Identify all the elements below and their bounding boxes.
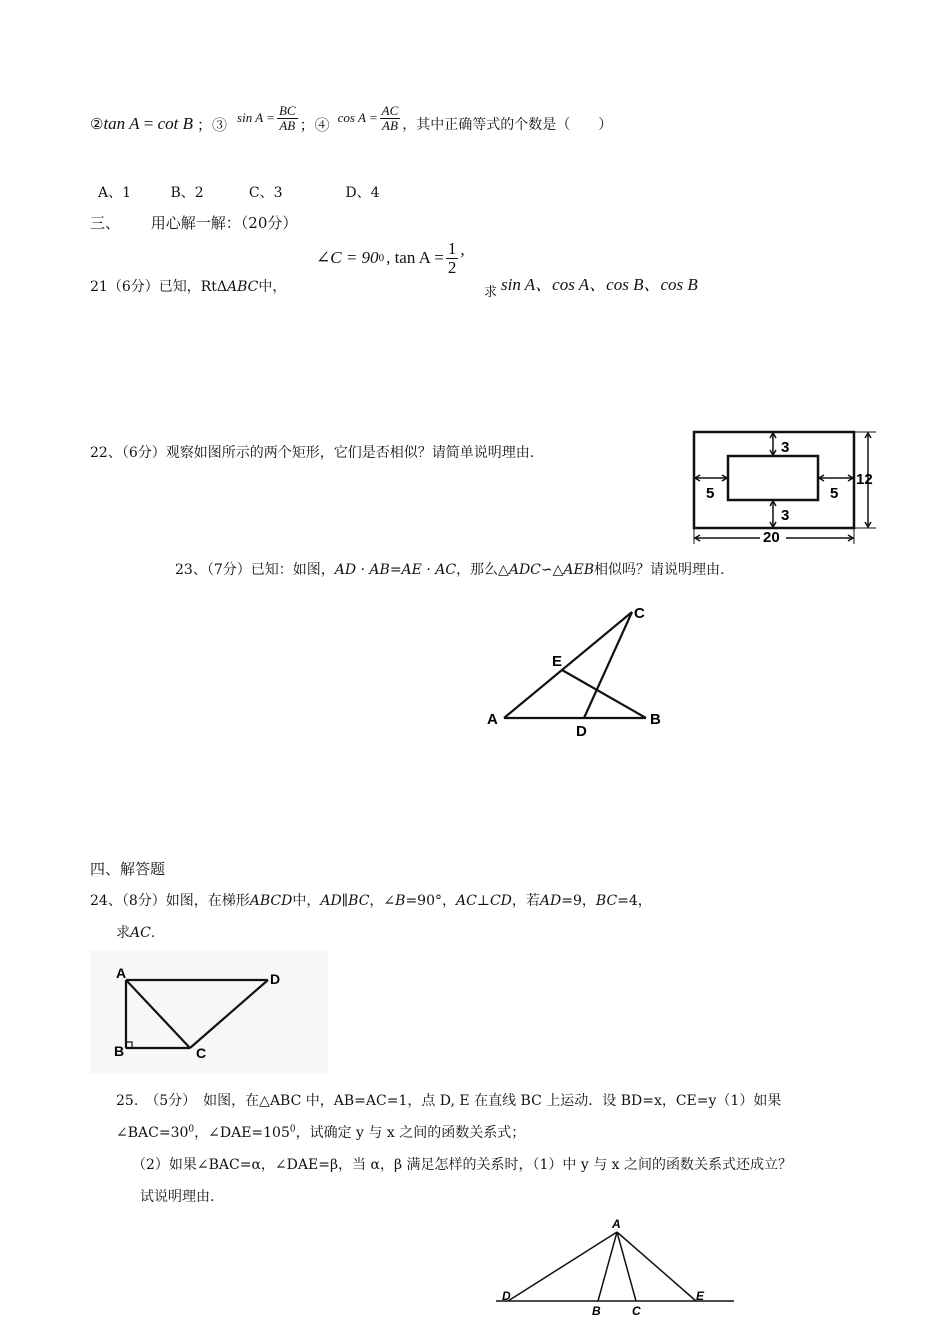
q24-period: . (150, 925, 156, 941)
q23-label-e: E (552, 653, 563, 670)
q23-triangle-1: ADC (508, 562, 541, 578)
q24-trapezoid-figure (90, 950, 328, 1074)
q25-line2 (116, 1122, 525, 1142)
q24-angle-symbol: ，∠ (369, 893, 396, 909)
q20-item3 (237, 104, 300, 132)
q25-task-1: ，试确定 y 与 x 之间的函数关系式； (295, 1125, 526, 1141)
q20-option-a: A、1 (98, 185, 132, 201)
q23-then: ，那么△ (456, 562, 509, 578)
q23-intro: 23、（7分）已知：如图， (175, 562, 335, 578)
section3-heading (90, 212, 297, 233)
q22-label-top: 3 (781, 439, 790, 456)
q20-options (98, 182, 380, 202)
q25-line3: （2）如果∠BAC=α，∠DAE=β，当 α，β 满足怎样的关系时，（1）中 y 与 x 之间的函数关系式还成立？ (132, 1157, 793, 1173)
q22-text: 22、（6分）观察如图所示的两个矩形，它们是否相似？请简单说明理由. (90, 445, 535, 461)
q23-segment-ac (504, 612, 632, 718)
q21-triangle-name: ABC (227, 279, 259, 295)
q25-triangle-figure (486, 1212, 742, 1340)
q24-angle-value: =90°， (405, 893, 456, 909)
q23-label-d: D (576, 723, 587, 740)
q20-sep2: ；④ (299, 117, 330, 134)
q20-item4-fraction (380, 104, 401, 132)
q20-tail: ，其中正确等式的个数是（ ） (402, 118, 613, 133)
q22-label-width: 20 (763, 529, 780, 546)
q22-label-left: 5 (706, 485, 715, 502)
q21-comma: , (460, 240, 465, 260)
q20-item2-eq: = (139, 114, 158, 133)
q24-in: 中， (292, 893, 321, 909)
q22-label-right: 5 (830, 485, 839, 502)
q23-label-b: B (650, 711, 661, 728)
section4-heading: 四、解答题 (90, 860, 166, 878)
q23-label-a: A (487, 711, 498, 728)
q20-item3-numerator: BC (278, 102, 296, 118)
q21-condition (316, 240, 465, 277)
q23-similar-symbol: ∽△ (540, 562, 564, 578)
q20-option-d: D、4 (345, 185, 380, 201)
q23-label-c: C (634, 605, 645, 622)
q21-triangle-symbol: Δ (216, 279, 228, 295)
q20-option-b: B、2 (170, 185, 204, 201)
q24-text-line2 (116, 922, 155, 942)
q24-label-a: A (116, 965, 127, 981)
q21-frac-denominator: 2 (447, 257, 457, 277)
q24-label-b: B (114, 1043, 125, 1059)
q22-label-bottom: 3 (781, 507, 790, 524)
q23-triangle-2: AEB (563, 562, 595, 578)
q25-label-a: A (612, 1217, 621, 1231)
q21-angle: ∠C = 90 (316, 248, 379, 268)
q21-targets: sin A、cos A、cos B、cos B (501, 275, 698, 294)
q25-label-e: E (696, 1289, 705, 1303)
q25-angle-dae: ，∠DAE=105 (194, 1125, 290, 1141)
q24-bc-value: =4， (617, 893, 652, 909)
q21-frac-numerator: 1 (447, 239, 457, 258)
q20-item3-lhs: sin A = (237, 110, 275, 125)
q25-label-b: B (592, 1304, 601, 1318)
q24-trapezoid: ABCD (249, 893, 293, 909)
q20-item2-rhs: cot B (157, 114, 194, 133)
q23-equation: AD · AB=AE · AC (334, 562, 457, 578)
q25-label-c: C (632, 1304, 641, 1318)
q25-degree-2: 0 (289, 1124, 296, 1135)
q24-perpendicular-condition: AC⊥CD (455, 893, 512, 909)
q20-item4-numerator: AC (381, 102, 399, 118)
q20-item4 (338, 104, 403, 132)
q20-item4-denominator: AB (382, 117, 398, 133)
q25-label-d: D (502, 1289, 511, 1303)
q23-triangle-figure (482, 598, 678, 744)
q25-degree-1: 0 (188, 1124, 195, 1135)
q21-text (90, 276, 286, 296)
q21-degree: 0 (378, 252, 385, 265)
q24-if: ，若 (511, 893, 540, 909)
q25-angle-bac: ∠BAC=30 (116, 1125, 189, 1141)
section3-title: 用心解一解：（20分） (150, 214, 298, 232)
q20-item3-fraction (277, 104, 298, 132)
q24-text-line1 (90, 890, 652, 910)
q21-mid: 中， (258, 279, 287, 295)
q20-option-c: C、3 (248, 185, 283, 201)
q23-text (175, 559, 724, 579)
q21-ask-word: 求 (484, 285, 498, 300)
q25-segment-ae (617, 1232, 696, 1301)
q20-sep1: ；③ (197, 117, 228, 134)
q24-ad-value: =9， (561, 893, 596, 909)
q21-fraction (446, 240, 459, 277)
q21-tan: , tan A = (386, 248, 444, 268)
q20-item2-lhs: tan A (103, 114, 140, 133)
q23-segment-eb (562, 670, 646, 718)
q25-line1: 25. （5分） 如图，在△ABC 中，AB=AC=1，点 D, E 在直线 BC 上运动．设 BD=x，CE=y（1）如果 (116, 1093, 782, 1109)
q24-bc: BC (595, 893, 618, 909)
q21-ask (484, 270, 698, 300)
q22-rectangles-figure (686, 424, 880, 546)
q24-intro: 24、（8分）如图，在梯形 (90, 893, 250, 909)
q24-parallel-condition: AD∥BC (320, 893, 370, 909)
q20-statements (90, 100, 612, 148)
q20-item2-number: ② (90, 116, 104, 133)
q24-ad: AD (539, 893, 562, 909)
q25-segment-ac (617, 1232, 636, 1301)
q20-item4-lhs: cos A = (337, 110, 378, 125)
q22-inner-rectangle (728, 456, 818, 500)
q22-label-height: 12 (856, 471, 873, 488)
q22-outer-rectangle (694, 432, 854, 528)
q24-find: 求 (116, 925, 130, 941)
q21-prefix: 21（6分）已知，Rt (90, 279, 217, 295)
q24-label-d: D (270, 971, 281, 987)
section3-label: 三、 (90, 214, 121, 232)
q20-item3-denominator: AB (279, 117, 296, 133)
q23-segment-dc (584, 612, 632, 718)
q24-angle-b: B (395, 893, 406, 909)
q24-target: AC (130, 925, 151, 941)
q24-label-c: C (196, 1045, 207, 1061)
q25-line4: 试说明理由. (140, 1189, 215, 1205)
q23-question: 相似吗？请说明理由. (594, 562, 725, 578)
